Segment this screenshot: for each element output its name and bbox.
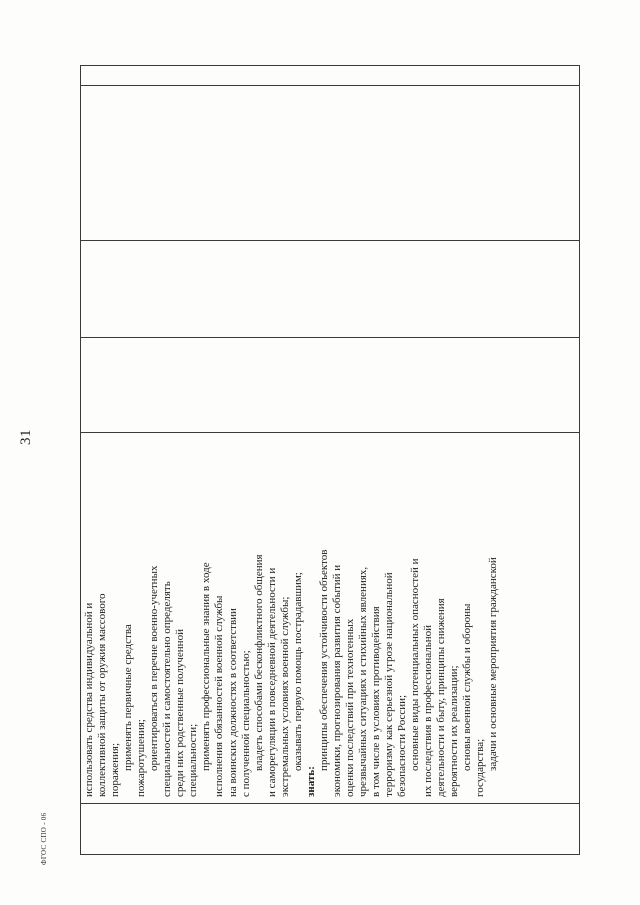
text-line: чрезвычайных ситуациях и стихийных явлениях, <box>356 566 369 797</box>
text-line: с полученной специальностью; <box>239 650 252 797</box>
competence-text <box>81 433 501 803</box>
text-line: владеть способами бесконфликтного общения <box>252 554 265 771</box>
text-line: исполнения обязанностей военной службы <box>213 595 226 797</box>
text-line: специальности; <box>187 723 200 797</box>
discipline-index-cell <box>81 86 580 241</box>
text-line: знать: <box>304 766 317 797</box>
text-line: ориентироваться в перечне военно-учетных <box>148 565 161 771</box>
text-line: деятельности и быту, принципы снижения <box>435 598 448 797</box>
hours-required-cell <box>81 241 580 338</box>
text-line: использовать средства индивидуальной и <box>83 602 95 797</box>
text-line: в том числе в условиях противодействия <box>370 606 383 797</box>
footer-code: ФГОС СПО - 06 <box>40 812 48 865</box>
text-line: оказывать первую помощь пострадавшим; <box>291 572 304 771</box>
text-line: вероятности их реализации; <box>448 665 461 797</box>
competence-description-cell <box>81 433 580 804</box>
text-line: поражения; <box>109 743 122 797</box>
text-line: коллективной защиты от оружия массового <box>96 593 109 797</box>
page-number: 31 <box>18 429 34 445</box>
rotated-landscape-page <box>18 65 580 865</box>
text-line: основы военной службы и обороны <box>461 603 474 771</box>
text-line: специальностей и самостоятельно определять <box>161 581 174 797</box>
text-line: экстремальных условиях военной службы; <box>278 596 291 797</box>
standard-table <box>80 65 580 855</box>
text-line: экономики, прогнозирования развития событий и <box>330 564 343 797</box>
hours-max-cell <box>81 338 580 433</box>
text-line: безопасности России; <box>396 694 409 797</box>
text-line: оценки последствий при техногенных <box>343 618 356 797</box>
index-column-cell <box>81 804 580 855</box>
table-row <box>81 66 580 855</box>
text-line: государства; <box>474 738 487 797</box>
competence-codes-cell <box>81 66 580 86</box>
text-line: принципы обеспечения устойчивости объектов <box>317 549 330 771</box>
text-line: пожаротушения; <box>135 719 148 797</box>
text-line: применять профессиональные знания в ходе <box>200 562 213 771</box>
text-line: основные виды потенциальных опасностей и <box>409 558 422 771</box>
text-line: задачи и основные мероприятия гражданской <box>487 557 500 771</box>
text-line: терроризму как серьезной угрозе национальной <box>383 572 396 797</box>
text-line: и саморегуляции в повседневной деятельности и <box>265 567 278 797</box>
text-line: их последствия в профессиональной <box>422 625 435 797</box>
text-line: среди них родственные полученной <box>174 629 187 797</box>
text-line: на воинских должностях в соответствии <box>226 608 239 797</box>
text-line: применять первичные средства <box>122 624 135 771</box>
